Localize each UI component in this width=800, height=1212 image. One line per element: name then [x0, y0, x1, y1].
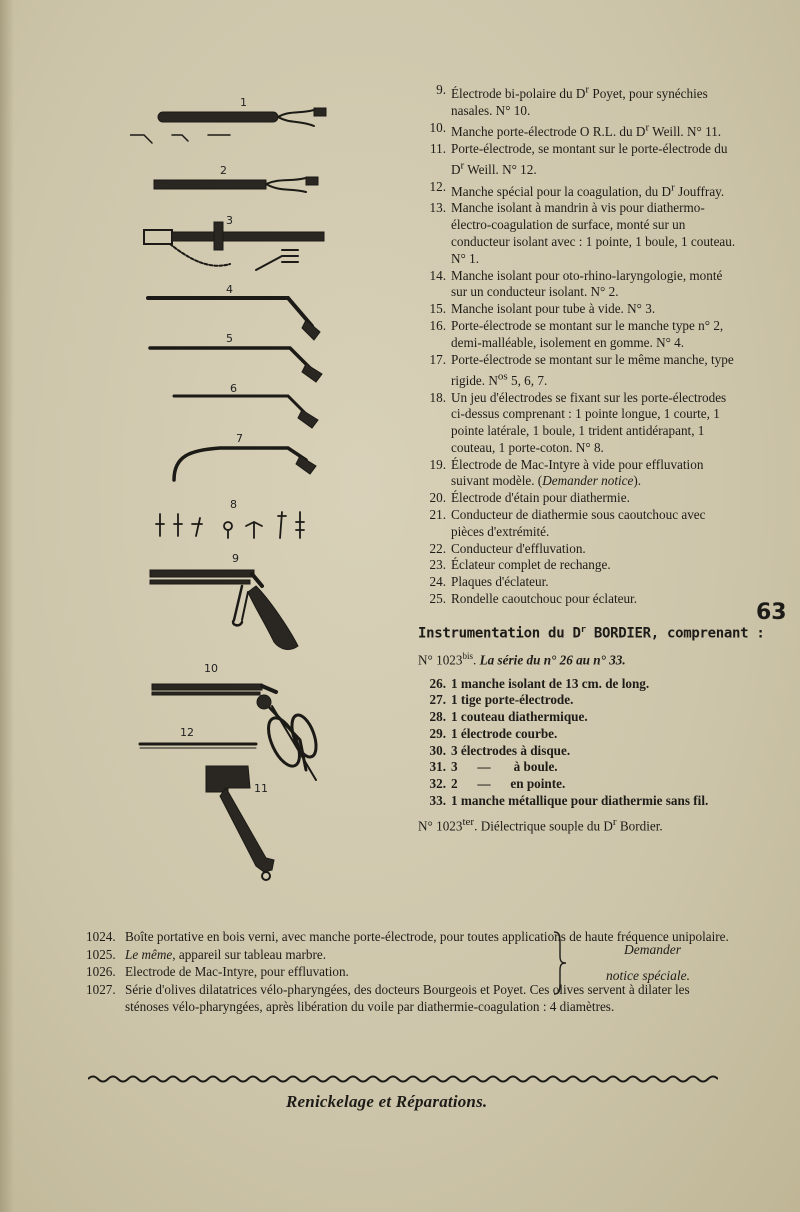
note-line-2: notice spéciale. — [606, 968, 690, 983]
list-item — [418, 390, 736, 457]
list-item-text: Plaques d'éclateur. — [451, 574, 549, 590]
list-item-number: 20. — [429, 490, 446, 506]
figure-8-drawing — [156, 512, 304, 538]
bordier-item-number: 28. — [429, 709, 446, 725]
instrument-illustrations — [130, 80, 340, 900]
figure-label-12: 12 — [180, 726, 194, 739]
item-list-column — [418, 82, 765, 835]
bordier-item-text: 1 couteau diathermique. — [451, 709, 588, 725]
brace-note — [548, 930, 728, 996]
bordier-item — [418, 743, 736, 760]
list-item — [418, 490, 736, 507]
bordier-item-number: 30. — [429, 742, 446, 758]
item-list — [418, 82, 736, 608]
list-item — [418, 200, 736, 267]
bordier-item-text: 3 — à boule. — [451, 759, 558, 775]
bordier-item — [418, 692, 736, 709]
figure-label-1: 1 — [240, 96, 247, 109]
list-item-text: Conducteur de diathermie sous caoutchouc avec pièces d'extrémité. — [451, 507, 706, 539]
figure-label-7: 7 — [236, 432, 243, 445]
page-number: 63 — [756, 600, 787, 625]
list-item-text: Électrode d'étain pour diathermie. — [451, 490, 630, 506]
figure-5-drawing — [150, 348, 322, 382]
bordier-item-number: 33. — [429, 793, 446, 809]
list-item-number: 17. — [429, 351, 446, 367]
bordier-item-number: 26. — [429, 675, 446, 691]
bordier-item-list — [418, 676, 736, 810]
list-item-number: 23. — [429, 557, 446, 573]
wavy-divider — [88, 1074, 718, 1084]
bordier-item — [418, 793, 736, 810]
bottom-item-text: Boîte portative en bois verni, avec manche porte-électrode, pour toutes applications de haute fréquence unipolaire. — [125, 929, 729, 944]
list-item-number: 11. — [430, 141, 446, 157]
figure-4-drawing — [148, 298, 320, 340]
list-item-number: 12. — [429, 179, 446, 195]
list-item-text: Électrode de Mac-Intyre à vide pour effluvation suivant modèle. (Demander notice). — [451, 456, 704, 489]
figure-label-10: 10 — [204, 662, 218, 675]
bordier-item-number: 32. — [429, 776, 446, 792]
figure-label-5: 5 — [226, 332, 233, 345]
bottom-item-number: 1026. — [86, 964, 116, 980]
list-item-text: Manche isolant à mandrin à vis pour diathermo-électro-coagulation de surface, monté sur un conducteur isolant avec : 1 pointe, 1 boule, 1 couteau. N° 1. — [451, 200, 736, 266]
list-item-text: Un jeu d'électrodes se fixant sur les porte-électrodes ci-dessus comprenant : 1 pointe longue, 1 courte, 1 pointe latérale, 1 boule, 1 trident antidérapant, 1 couteau, 1 porte-coton. N° 8. — [451, 389, 727, 455]
figure-6-drawing — [174, 396, 318, 428]
bordier-item-text: 1 électrode courbe. — [451, 725, 558, 741]
bordier-item-text: 3 électrodes à disque. — [451, 742, 571, 758]
list-item-text: Porte-électrode se montant sur le même manche, type rigide. $N^{os}$ 5, 6, 7. — [451, 351, 734, 388]
list-item-text: Manche isolant pour oto-rhino-laryngologie, monté sur un conducteur isolant. N° 2. — [451, 267, 723, 300]
list-item — [418, 141, 736, 179]
list-item — [418, 591, 736, 608]
bordier-item — [418, 759, 736, 776]
bordier-item — [418, 726, 736, 743]
list-item-number: 13. — [429, 200, 446, 216]
bottom-item-number: 1025. — [86, 946, 116, 962]
list-item-number: 9. — [436, 82, 446, 97]
list-item-text: Manche porte-électrode O R.L. du $D^r$ Weill. N° 11. — [451, 121, 722, 140]
list-item-number: 15. — [429, 301, 446, 317]
figure-9-drawing — [150, 570, 298, 649]
figure-label-9: 9 — [232, 552, 239, 565]
bordier-item — [418, 709, 736, 726]
list-item — [418, 541, 736, 558]
bordier-item-text: 1 tige porte-électrode. — [451, 692, 574, 708]
bottom-item-number: 1027. — [86, 981, 116, 997]
list-item-number: 22. — [429, 540, 446, 556]
figure-2-drawing — [154, 177, 318, 192]
list-item — [418, 557, 736, 574]
list-item — [418, 574, 736, 591]
list-item — [418, 179, 736, 200]
list-item — [418, 120, 736, 141]
list-item-number: 16. — [429, 317, 446, 333]
curly-brace-icon — [548, 930, 578, 996]
bottom-item-number: 1024. — [86, 929, 116, 944]
list-item-text: Éclateur complet de rechange. — [451, 557, 611, 573]
serie-line: N° $1023^{bis}$. La série du n° 26 au n° 33. — [418, 651, 626, 668]
list-item-text: Porte-électrode se montant sur le manche type n° 2, demi-malléable, isolement en gomme. N° 4. — [451, 317, 724, 350]
bordier-item — [418, 776, 736, 793]
list-item-number: 18. — [429, 389, 446, 405]
figure-7-drawing — [174, 448, 316, 480]
bottom-item-text: Electrode de Mac-Intyre, pour effluvation. — [125, 964, 349, 980]
list-item — [418, 352, 736, 390]
figure-12-drawing — [140, 744, 256, 748]
list-item-number: 21. — [429, 507, 446, 523]
list-item — [418, 457, 736, 491]
list-item — [418, 268, 736, 302]
list-item — [418, 82, 736, 120]
section-heading: Instrumentation du $D^r$ BORDIER, comprenant : — [418, 624, 765, 642]
figure-label-11: 11 — [254, 782, 268, 795]
figure-label-2: 2 — [220, 164, 227, 177]
figure-3-drawing — [144, 222, 324, 270]
list-item-number: 14. — [429, 267, 446, 283]
note-line-1: Demander — [624, 942, 681, 957]
figure-label-4: 4 — [226, 283, 233, 296]
page-fold-shadow — [0, 0, 14, 1212]
bordier-item-number: 29. — [429, 725, 446, 741]
footer-text: Renickelage et Réparations. — [286, 1092, 488, 1111]
bordier-item — [418, 676, 736, 693]
list-item-text: Rondelle caoutchouc pour éclateur. — [451, 591, 638, 607]
dielectrique-line: N° $1023^{ter}$. Diélectrique souple du $D^r$ Bordier. — [418, 815, 663, 834]
list-item — [418, 507, 736, 541]
list-item-text: Conducteur d'effluvation. — [451, 540, 586, 556]
bordier-item-text: 2 — en pointe. — [451, 776, 566, 792]
instrument-drawings — [130, 80, 340, 900]
list-item-number: 10. — [429, 119, 446, 135]
bordier-item-text: 1 manche métallique pour diathermie sans fil. — [451, 793, 709, 809]
figure-label-8: 8 — [230, 498, 237, 511]
figure-1-drawing — [130, 108, 326, 143]
bordier-item-number: 27. — [429, 692, 446, 708]
bordier-item-number: 31. — [429, 759, 446, 775]
list-item-number: 24. — [429, 574, 446, 590]
figure-label-3: 3 — [226, 214, 233, 227]
list-item — [418, 318, 736, 352]
bordier-item-text: 1 manche isolant de 13 cm. de long. — [451, 675, 650, 691]
list-item-text: Manche isolant pour tube à vide. N° 3. — [451, 301, 656, 317]
bottom-item-text: Le même, appareil sur tableau marbre. — [125, 946, 327, 962]
list-item-number: 19. — [429, 456, 446, 472]
bottom-item-text: Série d'olives dilatatrices vélo-pharyngées, des docteurs Bourgeois et Poyet. Ces olives servent à dilater les sténoses vélo-pharyngées, après libération du voile par diathermie-coagulation : 4 diamètres. — [125, 981, 690, 1015]
list-item-number: 25. — [429, 591, 446, 607]
list-item-text: Manche spécial pour la coagulation, du $D^r$ Jouffray. — [451, 181, 725, 199]
figure-label-6: 6 — [230, 382, 237, 395]
list-item-text: Porte-électrode, se montant sur le porte-électrode du $D^r$ Weill. N° 12. — [451, 141, 728, 178]
list-item — [418, 301, 736, 318]
list-item-text: Électrode bi-polaire du $D^r$ Poyet, pour synéchies nasales. N° 10. — [451, 84, 708, 119]
